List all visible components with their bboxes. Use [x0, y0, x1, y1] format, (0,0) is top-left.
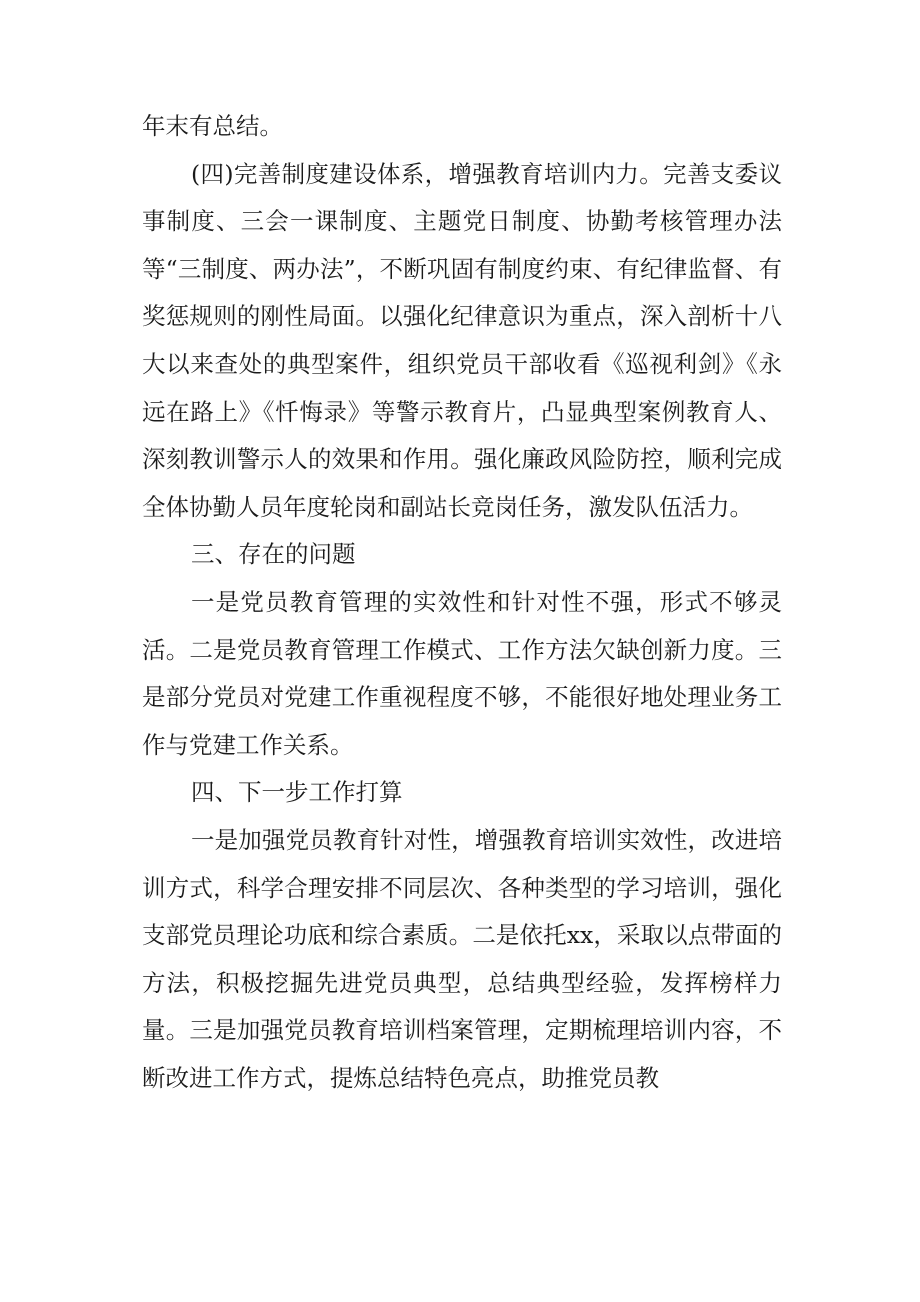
- paragraph-institutional-system: (四)完善制度建设体系，增强教育培训内力。完善支委议事制度、三会一课制度、主题党日制度、协勤考核管理办法等“三制度、两办法”，不断巩固有制度约束、有纪律监督、有奖惩规则的刚性局面。以强化纪律意识为重点，深入剖析十八大以来查处的典型案件，组织党员干部收看《巡视利剑》《永远在路上》《忏悔录》等警示教育片，凸显典型案例教育人、深刻教训警示人的效果和作用。强化廉政风险防控，顺利完成全体协勤人员年度轮岗和副站长竞岗任务，激发队伍活力。: [142, 159, 782, 521]
- document-body: [142, 103, 782, 1102]
- paragraph-next-steps: 一是加强党员教育针对性，增强教育培训实效性，改进培训方式，科学合理安排不同层次、各种类型的学习培训，强化支部党员理论功底和综合素质。二是依托xx，采取以点带面的方法，积极挖掘先进党员典型，总结典型经验，发挥榜样力量。三是加强党员教育培训档案管理，定期梳理培训内容，不断改进工作方式，提炼总结特色亮点，助推党员教: [142, 825, 782, 1092]
- paragraph-year-end-summary: 年末有总结。: [142, 112, 283, 140]
- paragraph-existing-problems: 一是党员教育管理的实效性和针对性不强，形式不够灵活。二是党员教育管理工作模式、工作方法欠缺创新力度。三是部分党员对党建工作重视程度不够，不能很好地处理业务工作与党建工作关系。: [142, 587, 782, 759]
- section-heading-next-steps: 四、下一步工作打算: [191, 778, 403, 807]
- section-heading-existing-problems: 三、存在的问题: [191, 540, 356, 569]
